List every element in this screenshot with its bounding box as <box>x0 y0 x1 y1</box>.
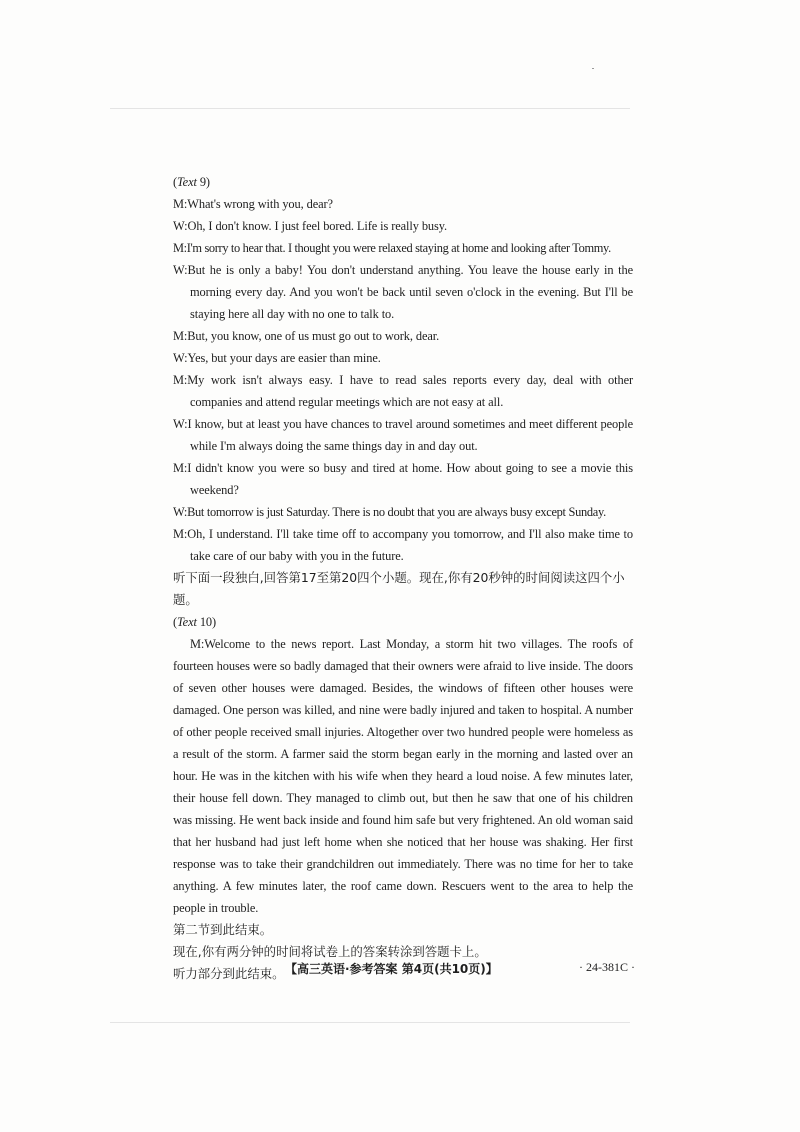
dialogue-line: W:But tomorrow is just Saturday. There is no doubt that you are always busy except Sunday. <box>173 505 606 519</box>
text10-heading-word: Text <box>177 615 197 629</box>
text9-heading <box>173 171 633 193</box>
dialogue-line: W:I know, but at least you have chances to travel around sometimes and meet different people while I'm always doing the same things day in and day out. <box>173 417 633 453</box>
answer-key-content <box>173 171 633 985</box>
scan-artifact-bottom <box>110 1022 630 1023</box>
text10-heading-open: ( <box>173 615 178 629</box>
text9-heading-open: ( <box>173 175 178 189</box>
monologue-instruction: 听下面一段独白,回答第17至第20四个小题。现在,你有20秒钟的时间阅读这四个小题。 <box>173 570 625 607</box>
text9-heading-num: 9) <box>196 175 210 189</box>
paper-code: · 24-381C · <box>579 960 635 974</box>
text10-monologue: M:Welcome to the news report. Last Monday, a storm hit two villages. The roofs of fourteen houses were so badly damaged that their owners were afraid to live inside. The doors of seven other houses were damaged. Besides, the windows of fifteen other houses were damaged. One person was killed, and nine were badly injured and taken to hospital. A number of other people received small injuries. Altogether over two hundred people were homeless as a result of the storm. A farmer said the storm began early in the morning and lasted over an hour. He was in the kitchen with his wife when they heard a loud noise. A few minutes later, their house fell down. They managed to climb out, but then he saw that one of his children was missing. He went back inside and found him safe but very frightened. An old woman said that her husband had just left home when she noticed that her house was shaking. Her first response was to take their grandchildren out immediately. There was no time for her to take anything. A few minutes later, the roof came down. Rescuers went to the area to help the people in trouble. <box>173 637 633 915</box>
dialogue-line: M:What's wrong with you, dear? <box>173 197 333 211</box>
page-footer <box>285 960 635 977</box>
dialogue-line: M:I'm sorry to hear that. I thought you were relaxed staying at home and looking after Tommy. <box>173 241 611 255</box>
dialogue-line: M:I didn't know you were so busy and tired at home. How about going to see a movie this weekend? <box>173 461 633 497</box>
listening-end-note: 听力部分到此结束。 <box>173 966 285 981</box>
dialogue-line: W:But he is only a baby! You don't understand anything. You leave the house early in the morning every day. And you won't be back until seven o'clock in the evening. But I'll be staying here all day with no one to talk to. <box>173 263 633 321</box>
text10-heading <box>173 611 633 633</box>
transfer-answers-note: 现在,你有两分钟的时间将试卷上的答案转涂到答题卡上。 <box>173 944 487 959</box>
dialogue-line: M:But, you know, one of us must go out to work, dear. <box>173 329 440 343</box>
section-end-note: 第二节到此结束。 <box>173 922 273 937</box>
dialogue-line: M:Oh, I understand. I'll take time off to accompany you tomorrow, and I'll also make time to take care of our baby with you in the future. <box>173 527 633 563</box>
scan-speck <box>592 68 594 69</box>
scan-artifact-top <box>110 108 630 109</box>
text10-heading-num: 10) <box>196 615 217 629</box>
text9-dialogue <box>173 193 633 567</box>
dialogue-line: W:Oh, I don't know. I just feel bored. Life is really busy. <box>173 219 448 233</box>
text9-heading-word: Text <box>177 175 197 189</box>
page-label: 【高三英语·参考答案 第4页(共10页)】 <box>285 962 498 976</box>
dialogue-line: M:My work isn't always easy. I have to read sales reports every day, deal with other companies and attend regular meetings which are not easy at all. <box>173 373 633 409</box>
dialogue-line: W:Yes, but your days are easier than mine. <box>173 351 381 365</box>
